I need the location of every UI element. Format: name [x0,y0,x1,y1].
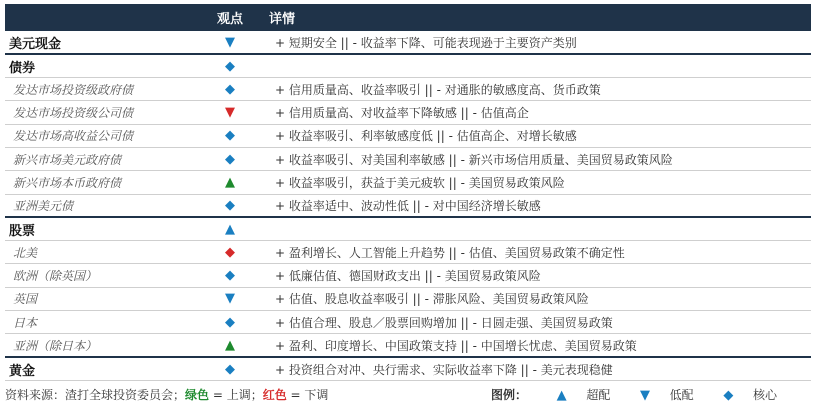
detail-text: + 信用质量高、收益率吸引 || - 对通胀的敏感度高、货币政策 [275,82,601,97]
asset-subclass-name: 日本 [13,315,38,330]
table-row [5,264,811,287]
asset-subclass-name: 发达市场投资级政府债 [13,82,134,97]
legend-underweight: 低配 [669,388,694,402]
legend-core: 核心 [752,388,777,402]
green-label: 绿色 [185,388,210,402]
table-row [5,357,811,380]
detail-text: + 估值合理、股息／股票回购增加 || - 日圆走强、美国贸易政策 [275,315,613,330]
asset-subclass-name: 亚洲美元债 [13,198,74,213]
source-text: 资料来源：渣打全球投资委员会； [5,388,186,402]
detail-text: + 盈利增长、人工智能上升趋势 || - 估值、美国贸易政策不确定性 [275,245,625,260]
asset-subclass-name: 英国 [13,292,38,307]
table-row [5,101,811,124]
table-row [5,78,811,101]
asset-category-name: 美元现金 [9,36,62,52]
asset-subclass-name: 新兴市场美元政府债 [13,152,122,167]
allocation-table-container [5,4,811,381]
detail-text: + 盈利、印度增长、中国政策支持 || - 中国增长忧虑、美国贸易政策 [275,338,637,353]
detail-text: + 收益率吸引，获益于美元疲软 || - 美国贸易政策风险 [275,175,565,190]
detail-text [265,54,811,77]
header-asset [5,4,195,31]
detail-text: + 收益率吸引、对美国利率敏感 || - 新兴市场信用质量、美国贸易政策风险 [275,152,673,167]
diamond-blue-icon: ◆ [225,81,235,97]
diamond-blue-icon: ◆ [225,151,235,167]
asset-category-name: 股票 [9,223,36,239]
table-header-row [5,4,811,31]
view-cell [195,334,265,357]
header-view: 观点 [216,12,243,27]
table-body [5,31,811,380]
view-cell [195,78,265,101]
table-row [5,54,811,77]
red-meaning: = 下调 [286,388,329,402]
detail-text: + 收益率吸引、利率敏感度低 || - 估值高企、对增长敏感 [275,129,577,144]
tri-up-green-icon: ▲ [225,337,235,353]
detail-text: + 短期安全 || - 收益率下降、可能表现逊于主要资产类别 [275,35,577,50]
green-meaning: = 上调； [209,388,263,402]
asset-category-name: 黄金 [9,363,36,379]
view-cell [195,31,265,54]
diamond-blue-icon: ◆ [225,197,235,213]
tri-down-blue-icon: ▼ [225,291,235,307]
table-row [5,194,811,217]
overweight-icon: ▲ [556,388,567,403]
asset-subclass-name: 亚洲（除日本） [13,338,98,353]
view-cell [195,194,265,217]
view-cell [195,264,265,287]
view-cell [195,101,265,124]
tri-up-blue-icon: ▲ [225,221,235,237]
view-cell [195,124,265,147]
diamond-blue-icon: ◆ [225,314,235,330]
asset-subclass-name: 发达市场高收益公司债 [13,129,134,144]
diamond-blue-icon: ◆ [225,128,235,144]
underweight-icon: ▼ [640,388,650,403]
asset-subclass-name: 北美 [13,245,38,260]
table-row [5,241,811,264]
footer [5,384,811,404]
detail-text: + 估值、股息收益率吸引 || - 滞胀风险、美国贸易政策风险 [275,292,589,307]
diamond-blue-icon: ◆ [225,58,235,74]
core-icon: ◆ [723,388,734,403]
table-row [5,124,811,147]
view-cell [195,217,265,240]
view-cell [195,171,265,194]
table-row [5,287,811,310]
tri-up-green-icon: ▲ [225,174,235,190]
allocation-table [5,4,811,381]
detail-text: + 低廉估值、德国财政支出 || - 美国贸易政策风险 [275,269,541,284]
red-label: 红色 [262,388,287,402]
diamond-red-icon: ◆ [225,244,235,260]
asset-subclass-name: 新兴市场本币政府债 [13,175,122,190]
diamond-blue-icon: ◆ [225,361,235,377]
view-cell [195,241,265,264]
table-row [5,334,811,357]
view-cell [195,54,265,77]
view-cell [195,147,265,170]
asset-subclass-name: 欧洲（除英国） [13,269,98,284]
view-cell [195,311,265,334]
table-row [5,311,811,334]
view-cell [195,287,265,310]
tri-down-blue-icon: ▼ [225,34,235,50]
detail-text: + 信用质量高、对收益率下降敏感 || - 估值高企 [275,106,529,121]
detail-text: + 收益率适中、波动性低 || - 对中国经济增长敏感 [275,198,541,213]
view-cell [195,357,265,380]
tri-down-red-icon: ▼ [225,105,235,121]
detail-text: + 投资组合对冲、央行需求、实际收益率下降 || - 美元表现稳健 [275,362,613,377]
asset-subclass-name: 发达市场投资级公司债 [13,106,134,121]
table-row [5,171,811,194]
diamond-blue-icon: ◆ [225,268,235,284]
header-detail: 详情 [269,12,296,27]
asset-category-name: 债券 [9,60,36,76]
legend [491,386,777,403]
legend-title: 图例： [491,388,528,402]
table-row [5,31,811,54]
detail-text [265,217,811,240]
table-row [5,217,811,240]
source-note [5,386,328,403]
table-row [5,147,811,170]
legend-overweight: 超配 [586,388,611,402]
